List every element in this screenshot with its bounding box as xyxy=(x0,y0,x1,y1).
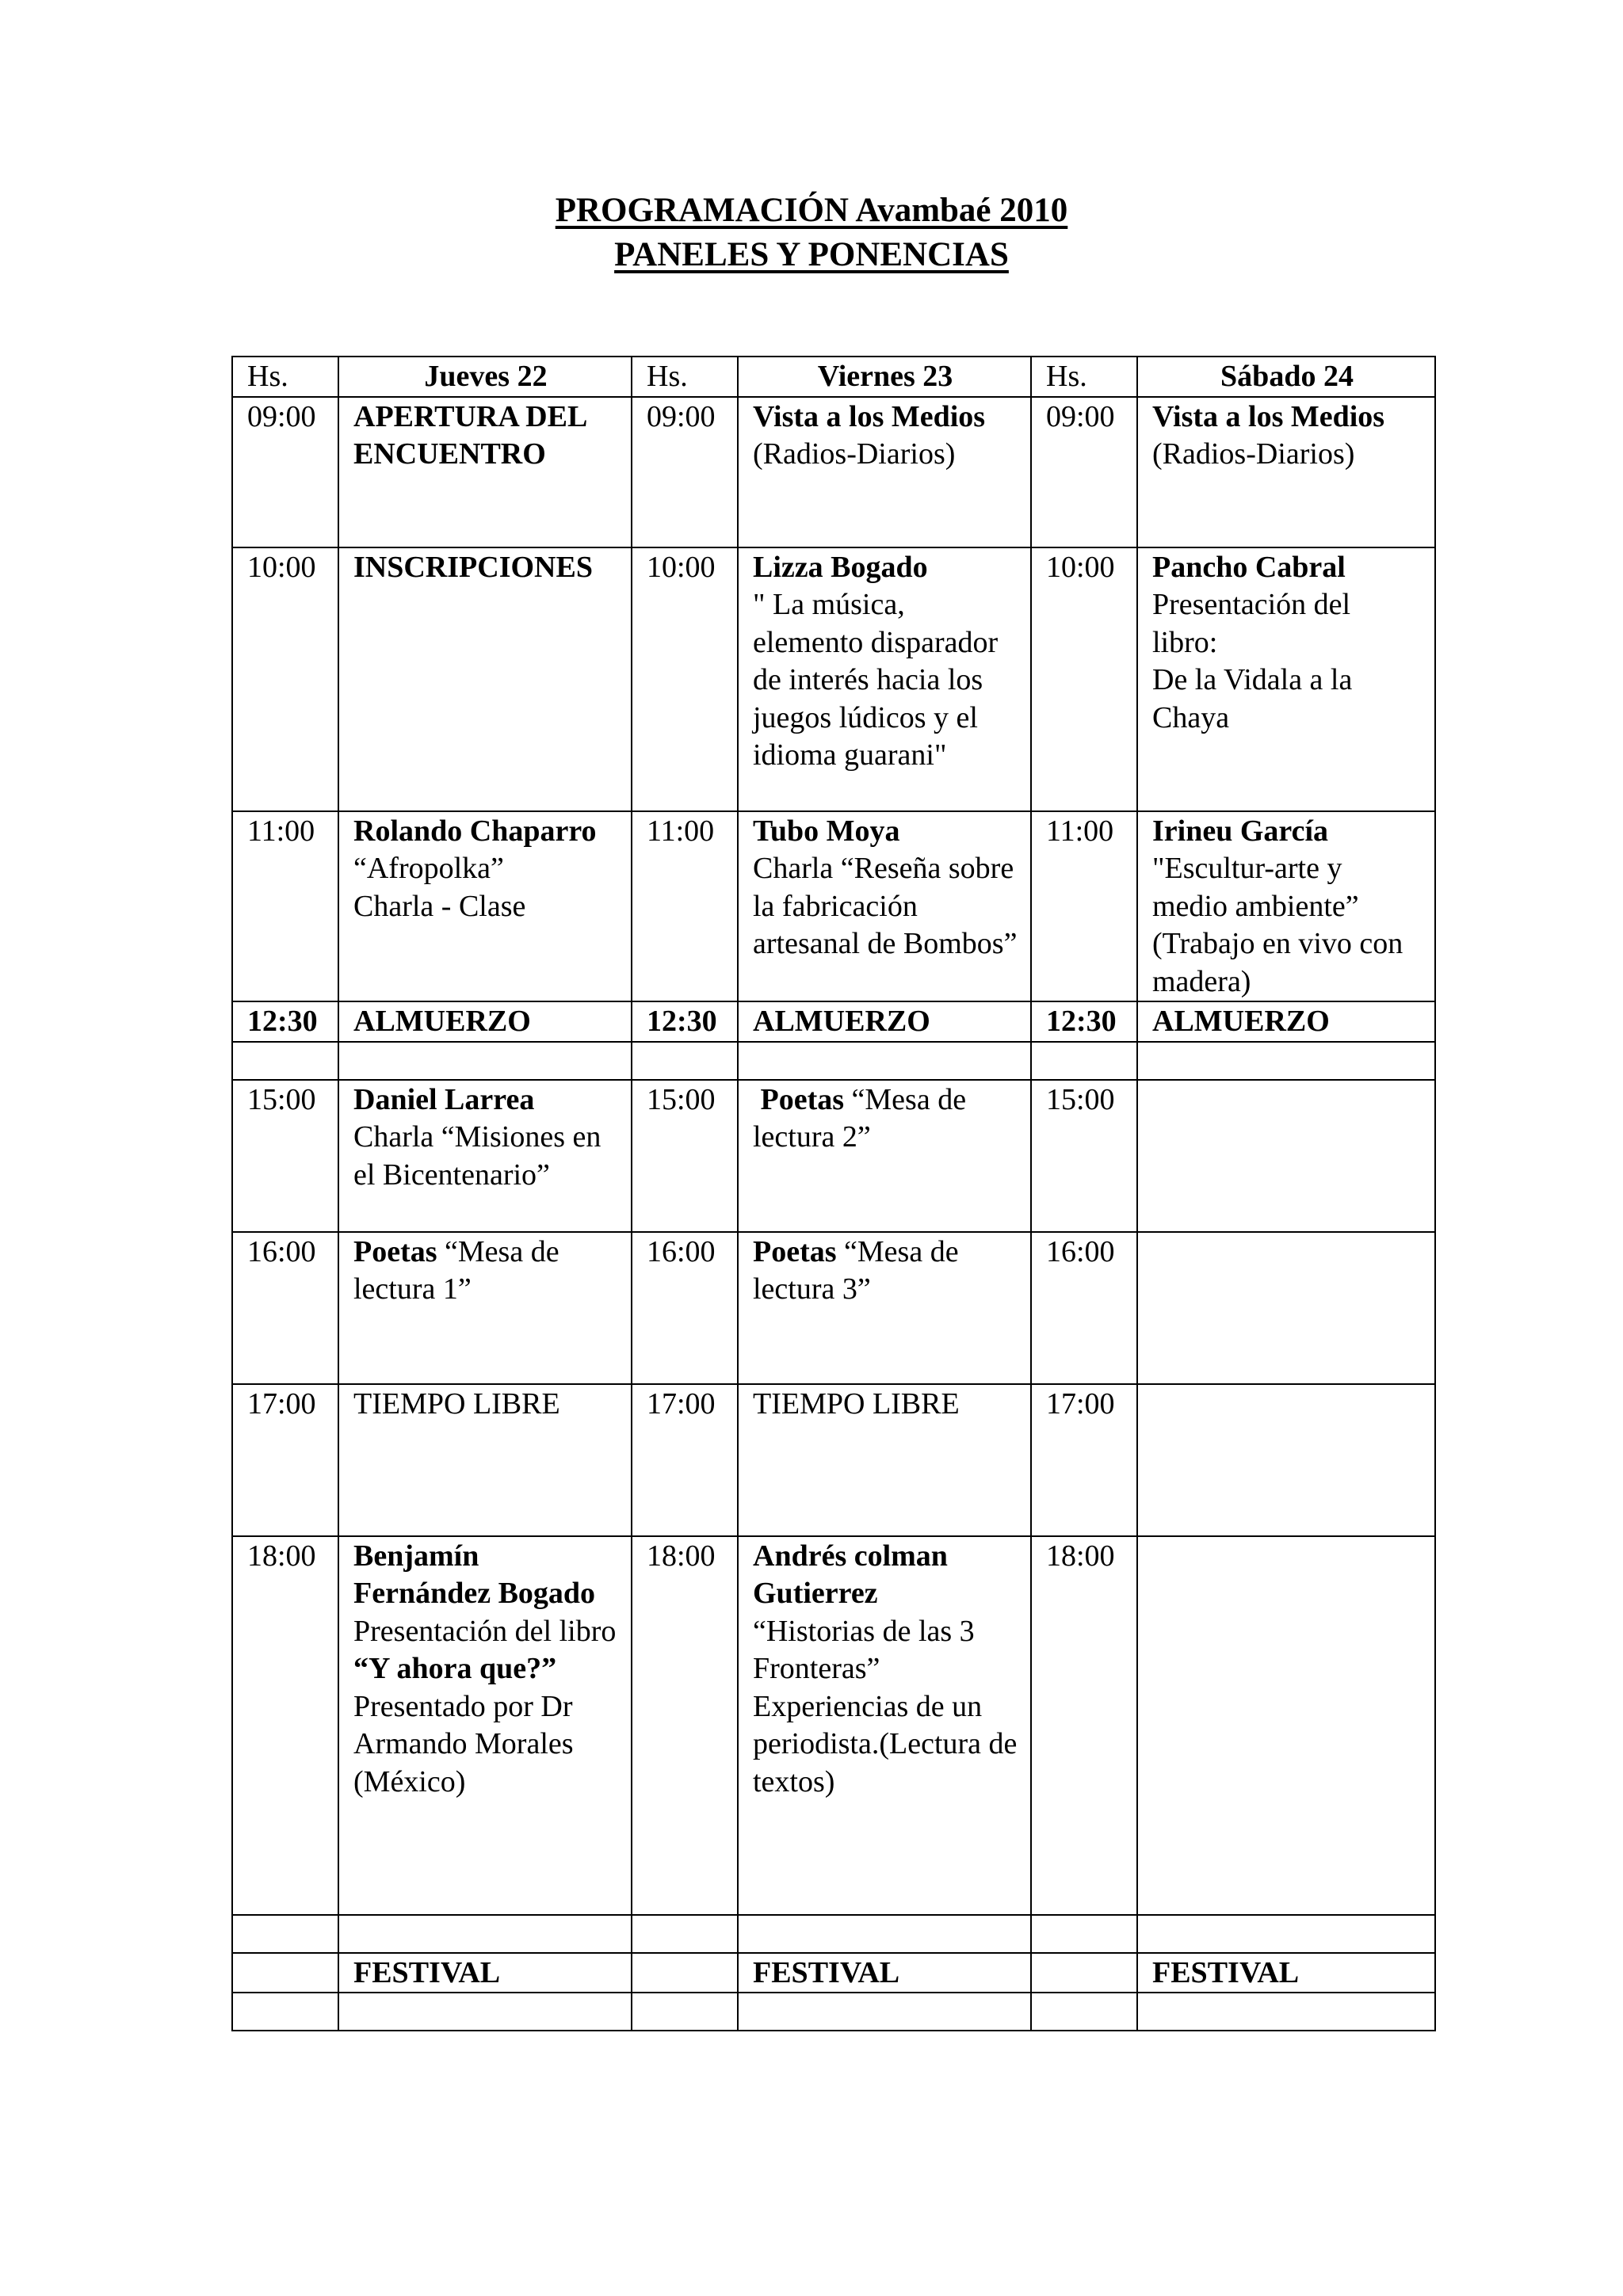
event-title: Lizza Bogado xyxy=(753,550,928,584)
empty-cell xyxy=(338,1042,632,1080)
time-cell: 09:00 xyxy=(632,397,738,547)
event-title: Poetas xyxy=(353,1234,437,1268)
document-title xyxy=(0,189,1623,277)
empty-cell xyxy=(1137,1915,1435,1953)
empty-cell xyxy=(1031,1042,1137,1080)
event-title: Poetas xyxy=(760,1082,845,1116)
empty-cell xyxy=(1137,1080,1435,1232)
event-title: Benjamín Fernández Bogado xyxy=(353,1539,596,1610)
time-cell: 10:00 xyxy=(1031,547,1137,811)
empty-cell xyxy=(1031,1953,1137,1993)
event-title: Pancho Cabral xyxy=(1152,550,1346,584)
event-cell xyxy=(338,397,632,547)
event-detail: “Historias de las 3 Fronteras” xyxy=(753,1614,975,1685)
empty-cell xyxy=(1137,1232,1435,1384)
event-cell xyxy=(738,1536,1031,1915)
time-cell: 12:30 xyxy=(232,1001,338,1042)
table-row xyxy=(232,1232,1435,1384)
event-detail: “Mesa de lectura 2” xyxy=(753,1082,967,1154)
event-cell: ALMUERZO xyxy=(1137,1001,1435,1042)
event-cell xyxy=(338,547,632,811)
day-header-jueves: Jueves 22 xyxy=(338,357,632,397)
event-cell: ALMUERZO xyxy=(738,1001,1031,1042)
event-detail: "Escultur-arte y medio ambiente” xyxy=(1152,852,1359,923)
event-title: Tubo Moya xyxy=(753,814,900,848)
event-cell xyxy=(1137,397,1435,547)
event-cell: FESTIVAL xyxy=(1137,1953,1435,1993)
event-title: Vista a los Medios xyxy=(1152,399,1385,433)
empty-cell xyxy=(632,1993,738,2031)
time-cell: 16:00 xyxy=(632,1232,738,1384)
empty-cell xyxy=(232,1993,338,2031)
event-title: ENCUENTRO xyxy=(353,437,546,471)
time-cell: 09:00 xyxy=(232,397,338,547)
table-row xyxy=(232,1384,1435,1536)
table-row xyxy=(232,547,1435,811)
event-title: Daniel Larrea xyxy=(353,1082,535,1116)
event-cell xyxy=(738,1080,1031,1232)
event-cell: FESTIVAL xyxy=(738,1953,1031,1993)
event-cell xyxy=(738,1232,1031,1384)
empty-row xyxy=(232,1042,1435,1080)
empty-cell xyxy=(1137,1993,1435,2031)
time-cell: 16:00 xyxy=(1031,1232,1137,1384)
event-title: Irineu García xyxy=(1152,814,1329,848)
event-cell xyxy=(738,547,1031,811)
day-header-viernes: Viernes 23 xyxy=(738,357,1031,397)
event-detail: Presentado por Dr Armando Morales (México) xyxy=(353,1689,574,1798)
table-row xyxy=(232,1001,1435,1042)
event-cell xyxy=(1137,811,1435,1002)
event-detail: “Afropolka” xyxy=(353,852,504,885)
time-cell: 15:00 xyxy=(632,1080,738,1232)
event-cell xyxy=(338,1080,632,1232)
header-row xyxy=(232,357,1435,397)
table-row xyxy=(232,397,1435,547)
event-title: Rolando Chaparro xyxy=(353,814,597,848)
time-cell: 15:00 xyxy=(1031,1080,1137,1232)
time-cell: 11:00 xyxy=(1031,811,1137,1002)
time-cell: 17:00 xyxy=(1031,1384,1137,1536)
event-cell: TIEMPO LIBRE xyxy=(338,1384,632,1536)
empty-cell xyxy=(338,1915,632,1953)
empty-cell xyxy=(232,1042,338,1080)
time-cell: 12:30 xyxy=(632,1001,738,1042)
event-detail: (Radios-Diarios) xyxy=(753,437,956,471)
day-header-sabado: Sábado 24 xyxy=(1137,357,1435,397)
empty-cell xyxy=(1137,1384,1435,1536)
empty-cell xyxy=(1031,1915,1137,1953)
event-detail: Charla “Reseña sobre la fabricación artesanal de Bombos” xyxy=(753,852,1018,960)
table-row xyxy=(232,811,1435,1002)
time-cell: 10:00 xyxy=(632,547,738,811)
table-row xyxy=(232,1953,1435,1993)
empty-row xyxy=(232,1993,1435,2031)
event-cell: TIEMPO LIBRE xyxy=(738,1384,1031,1536)
event-detail: “Mesa de lectura 3” xyxy=(753,1234,959,1306)
empty-cell xyxy=(232,1915,338,1953)
time-cell: 18:00 xyxy=(232,1536,338,1915)
event-detail: " La música, elemento disparador de interés hacia los juegos lúdicos y el idioma guarani" xyxy=(753,588,999,772)
empty-cell xyxy=(1031,1993,1137,2031)
event-title: Poetas xyxy=(753,1234,837,1268)
event-title: INSCRIPCIONES xyxy=(353,550,593,584)
event-cell: ALMUERZO xyxy=(338,1001,632,1042)
title-line-1: PROGRAMACIÓN Avambaé 2010 xyxy=(555,192,1068,229)
event-cell xyxy=(338,811,632,1002)
time-cell: 11:00 xyxy=(632,811,738,1002)
time-cell: 17:00 xyxy=(632,1384,738,1536)
time-cell: 12:30 xyxy=(1031,1001,1137,1042)
empty-row xyxy=(232,1915,1435,1953)
empty-cell xyxy=(738,1042,1031,1080)
event-detail: Presentación del libro: xyxy=(1152,588,1351,659)
event-cell: FESTIVAL xyxy=(338,1953,632,1993)
title-line-2: PANELES Y PONENCIAS xyxy=(614,236,1009,273)
event-detail: Experiencias de un periodista.(Lectura de textos) xyxy=(753,1689,1018,1798)
hours-header: Hs. xyxy=(232,357,338,397)
empty-cell xyxy=(738,1915,1031,1953)
time-cell: 17:00 xyxy=(232,1384,338,1536)
event-cell xyxy=(738,397,1031,547)
event-detail: (Radios-Diarios) xyxy=(1152,437,1355,471)
time-cell: 18:00 xyxy=(1031,1536,1137,1915)
empty-cell xyxy=(232,1953,338,1993)
time-cell: 09:00 xyxy=(1031,397,1137,547)
empty-cell xyxy=(632,1953,738,1993)
table-row xyxy=(232,1536,1435,1915)
empty-cell xyxy=(1137,1042,1435,1080)
event-cell xyxy=(1137,547,1435,811)
event-title: Vista a los Medios xyxy=(753,399,986,433)
time-cell: 16:00 xyxy=(232,1232,338,1384)
empty-cell xyxy=(632,1042,738,1080)
event-title: APERTURA DEL xyxy=(353,399,588,433)
event-detail: Charla - Clase xyxy=(353,889,526,923)
schedule-table xyxy=(231,356,1436,2031)
time-cell: 10:00 xyxy=(232,547,338,811)
event-cell xyxy=(738,811,1031,1002)
empty-cell xyxy=(738,1993,1031,2031)
event-title: Andrés colman Gutierrez xyxy=(753,1539,948,1610)
event-detail: Presentación del libro xyxy=(353,1614,617,1648)
empty-cell xyxy=(632,1915,738,1953)
event-detail: Charla “Misiones en el Bicentenario” xyxy=(353,1120,601,1192)
event-detail: (Trabajo en vivo con madera) xyxy=(1152,927,1403,998)
time-cell: 11:00 xyxy=(232,811,338,1002)
time-cell: 15:00 xyxy=(232,1080,338,1232)
event-detail: De la Vidala a la Chaya xyxy=(1152,663,1353,734)
event-detail: “Mesa de lectura 1” xyxy=(353,1234,559,1306)
time-cell: 18:00 xyxy=(632,1536,738,1915)
event-cell xyxy=(338,1232,632,1384)
event-cell xyxy=(338,1536,632,1915)
empty-cell xyxy=(1137,1536,1435,1915)
book-title: “Y ahora que?” xyxy=(353,1652,557,1685)
hours-header: Hs. xyxy=(1031,357,1137,397)
table-row xyxy=(232,1080,1435,1232)
empty-cell xyxy=(338,1993,632,2031)
hours-header: Hs. xyxy=(632,357,738,397)
